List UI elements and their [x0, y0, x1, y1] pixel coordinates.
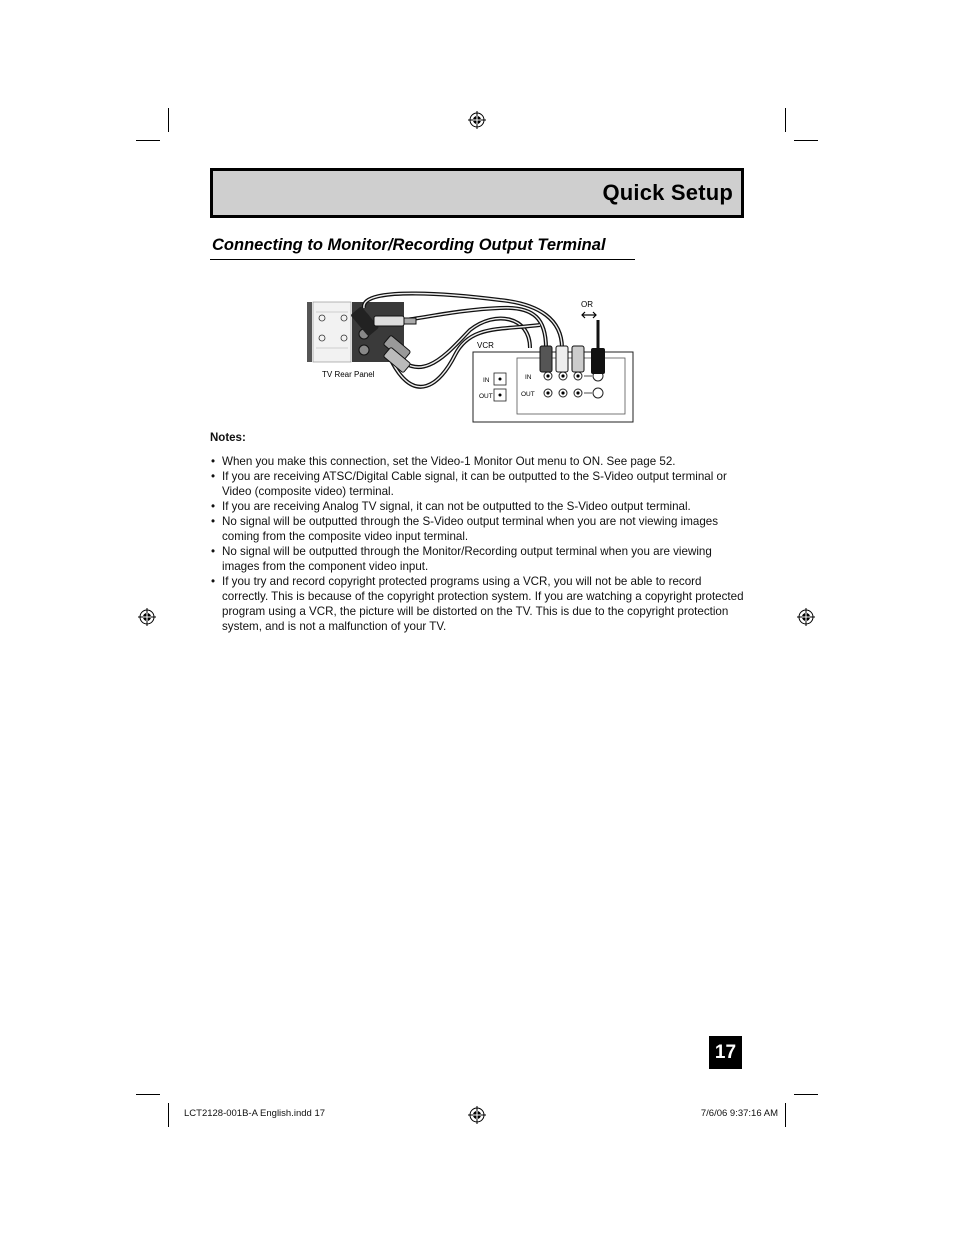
crop-mark [136, 1094, 160, 1095]
crop-mark [794, 1094, 818, 1095]
crop-mark [794, 140, 818, 141]
crop-mark [785, 1103, 786, 1127]
section-title: Connecting to Monitor/Recording Output Terminal [212, 236, 606, 254]
section-underline [210, 259, 635, 260]
crop-mark [785, 108, 786, 132]
list-item: • If you are receiving Analog TV signal, it can not be outputted to the S-Video output terminal. [210, 499, 745, 514]
page-number: 17 [709, 1036, 742, 1069]
list-item: • If you are receiving ATSC/Digital Cable signal, it can be outputted to the S-Video output terminal or Video (composite video) terminal. [210, 469, 745, 499]
crop-mark [168, 108, 169, 132]
tv-rear-panel-label: TV Rear Panel [322, 370, 375, 379]
vcr-label: VCR [477, 341, 494, 350]
header-banner [210, 168, 744, 218]
registration-mark-icon [468, 111, 486, 129]
notes-list [210, 454, 745, 634]
av-out-label: OUT [521, 391, 535, 398]
registration-mark-icon [468, 1106, 486, 1124]
antenna-in-label: IN [483, 377, 490, 384]
list-item: • When you make this connection, set the Video-1 Monitor Out menu to ON. See page 52. [210, 454, 745, 469]
registration-mark-icon [797, 608, 815, 626]
list-item: • No signal will be outputted through the Monitor/Recording output terminal when you are viewing images from the component video input. [210, 544, 745, 574]
crop-mark [168, 1103, 169, 1127]
crop-mark [136, 140, 160, 141]
list-item: • If you try and record copyright protected programs using a VCR, you will not be able to record correctly. This is because of the copyright protection system. If you are watching a copyright protected program using a VCR, the picture will be distorted on the TV. This is due to the copyright protection system, and is not a malfunction of your TV. [210, 574, 745, 634]
registration-mark-icon [138, 608, 156, 626]
antenna-out-label: OUT [479, 393, 493, 400]
notes-heading: Notes: [210, 432, 246, 444]
av-in-label: IN [525, 374, 532, 381]
footer-filename: LCT2128-001B-A English.indd 17 [184, 1108, 326, 1119]
footer-timestamp: 7/6/06 9:37:16 AM [700, 1108, 778, 1119]
list-item: • No signal will be outputted through the S-Video output terminal when you are not viewing images coming from the composite video input terminal. [210, 514, 745, 544]
connection-diagram [300, 290, 640, 430]
or-label: OR [581, 300, 593, 309]
page-title: Quick Setup [602, 180, 733, 205]
vcr-unit [473, 352, 633, 422]
double-arrow-icon [582, 312, 596, 318]
